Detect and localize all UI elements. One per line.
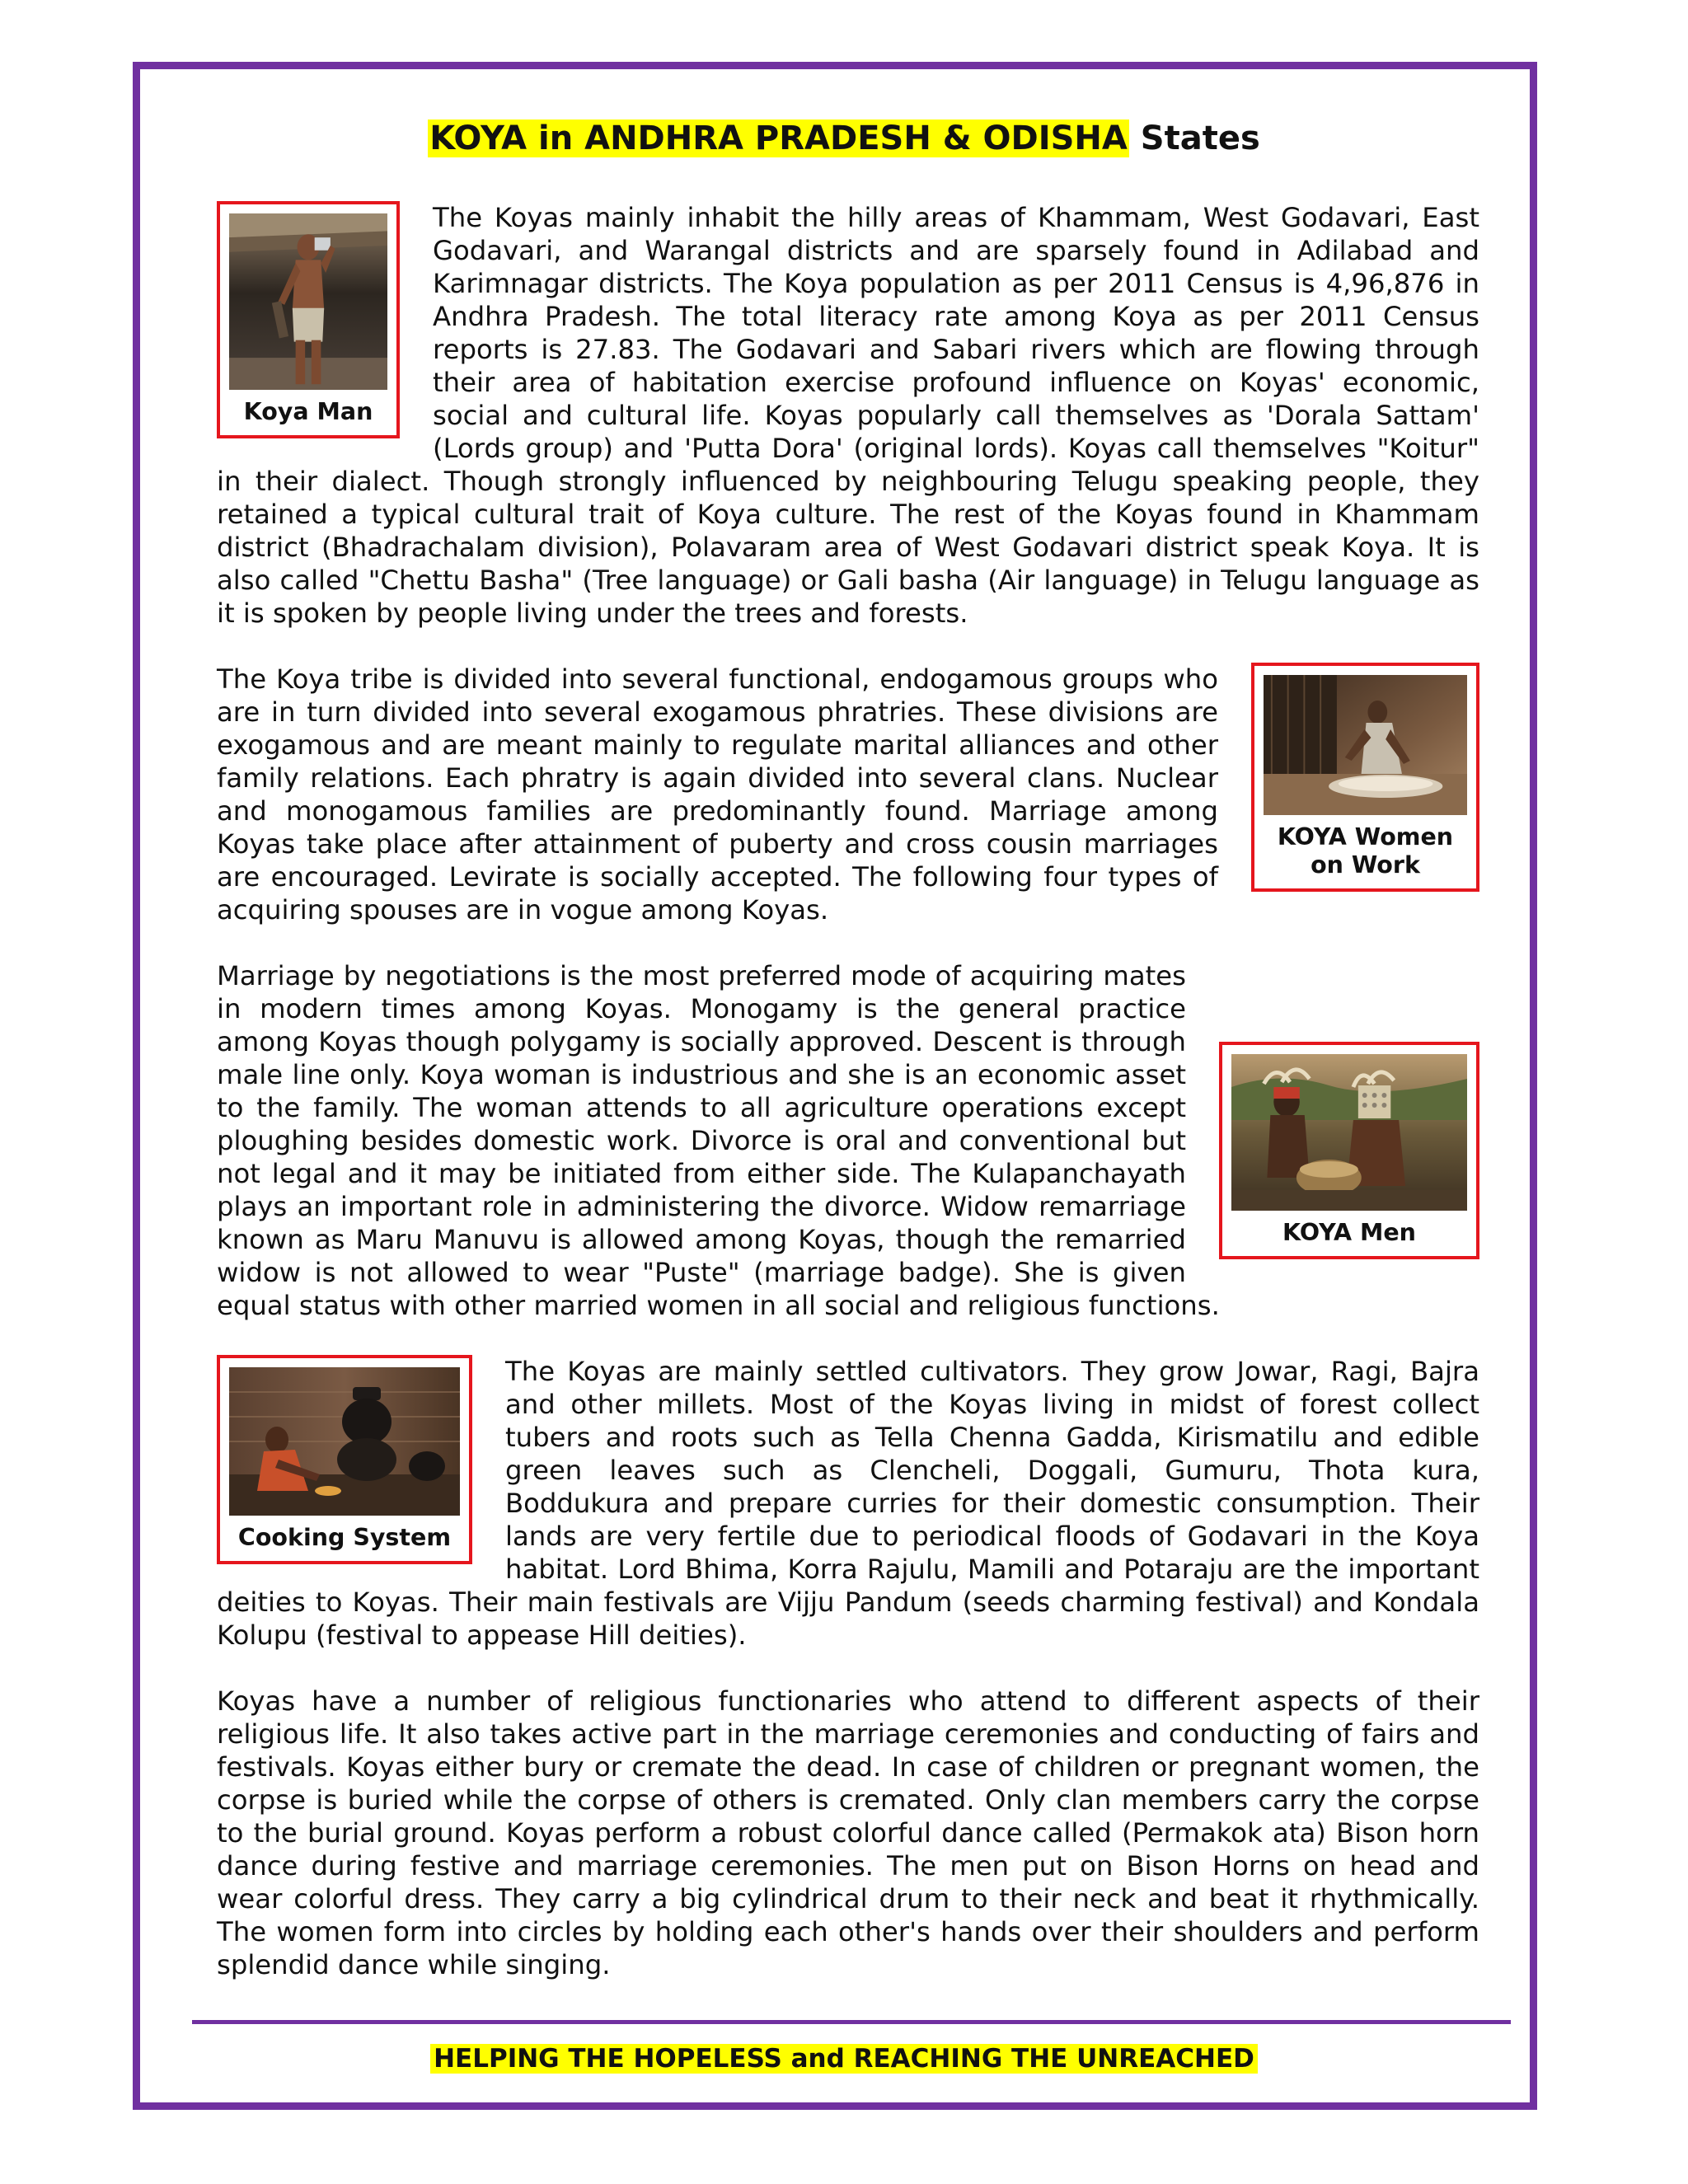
koya-man-caption: Koya Man: [243, 398, 373, 425]
figure-koya-man: [217, 201, 400, 438]
cooking-system-photo: [229, 1367, 460, 1516]
paragraph-5: Koyas have a number of religious functionaries who attend to different aspects of their religious life. It also takes active part in the marriage ceremonies and conducting of fairs and festivals. Koyas either bury or cremate the dead. In case of children or pregnant women, the corpse is buried while the corpse of others is cremated. Only clan members carry the corpse to the burial ground. Koyas perform a robust colorful dance called (Permakok ata) Bison horn dance during festive and marriage ceremonies. The men put on Bison Horns on head and wear colorful dress. They carry a big cylindrical drum to their neck and beat it rhythmically. The women form into circles by holding each other's hands over their shoulders and perform splendid dance while singing.: [217, 1685, 1479, 1980]
footer-tagline: [0, 2042, 1688, 2075]
paragraph-3: Marriage by negotiations is the most preferred mode of acquiring mates in modern times among Koyas. Monogamy is the general practice among Koyas though polygamy is socially approved. Descent is through male line only. Koya woman is industrious and she is an economic asset to the family. The woman attends to all agriculture operations except ploughing besides domestic work. Divorce is oral and conventional but not legal and it may be initiated from either side. The Kulapanchayath plays an important role in administering the divorce. Widow remarriage known as Maru Manuvu is allowed among Koyas, though the remarried widow is not allowed to wear "Puste" (marriage badge). She is given equal status with other married women in all social and religious functions.: [217, 960, 1220, 1321]
paragraph-1: The Koyas mainly inhabit the hilly areas of Khammam, West Godavari, East Godavari, and Warangal districts and are sparsely found in Adilabad and Karimnagar districts. The Koya population as per 2011 Census is 4,96,876 in Andhra Pradesh. The total literacy rate among Koya as per 2011 Census reports is 27.83. The Godavari and Sabari rivers which are flowing through their area of habitation exercise profound influence on Koyas' economic, social and cultural life. Koyas popularly call themselves as 'Dorala Sattam' (Lords group) and 'Putta Dora' (original lords). Koyas call themselves "Koitur" in their dialect. Though strongly influenced by neighbouring Telugu speaking people, they retained a typical cultural trait of Koya culture. The rest of the Koyas found in Khammam district (Bhadrachalam division), Polavaram area of West Godavari district speak Koya. It is also called "Chettu Basha" (Tree language) or Gali basha (Air language) in Telugu language as it is spoken by people living under the trees and forests.: [217, 202, 1479, 629]
koya-women-photo: [1264, 675, 1467, 815]
article-body: [217, 201, 1479, 2014]
koya-men-photo: [1231, 1054, 1467, 1211]
cooking-system-caption: Cooking System: [237, 1524, 452, 1551]
page-title: [0, 114, 1688, 163]
paragraph-4: The Koyas are mainly settled cultivators. They grow Jowar, Ragi, Bajra and other millets. Most of the Koyas living in midst of forest collect tubers and roots such as Tella Chenna Gadda, Kirismatilu and edible green leaves such as Clencheli, Doggali, Gumuru, Thota kura, Boddukura and prepare curries for their domestic consumption. Their lands are very fertile due to periodical floods of Godavari in the Koya habitat. Lord Bhima, Korra Rajulu, Mamili and Potaraju are the important deities to Koyas. Their main festivals are Vijju Pandum (seeds charming festival) and Kondala Kolupu (festival to appease Hill deities).: [217, 1356, 1479, 1651]
figure-koya-men: [1219, 1042, 1479, 1259]
title-highlighted: KOYA in ANDHRA PRADESH & ODISHA: [429, 120, 1128, 157]
koya-women-caption: KOYA Women on Work: [1277, 823, 1454, 879]
title-suffix: States: [1128, 120, 1260, 157]
footer-divider: [192, 2020, 1511, 2024]
figure-koya-women: [1251, 663, 1479, 892]
koya-man-photo: [229, 213, 387, 390]
paragraph-2: The Koya tribe is divided into several functional, endogamous groups who are in turn divided into several exogamous phratries. These divisions are exogamous and are meant mainly to regulate marital alliances and other family relations. Each phratry is again divided into several clans. Nuclear and monogamous families are predominantly found. Marriage among Koyas take place after attainment of puberty and cross cousin marriages are encouraged. Levirate is socially accepted. The following four types of acquiring spouses are in vogue among Koyas.: [217, 663, 1218, 926]
figure-cooking-system: [217, 1355, 472, 1564]
koya-men-caption: KOYA Men: [1282, 1219, 1416, 1246]
footer-text: HELPING THE HOPELESS and REACHING THE UNREACHED: [430, 2044, 1258, 2074]
